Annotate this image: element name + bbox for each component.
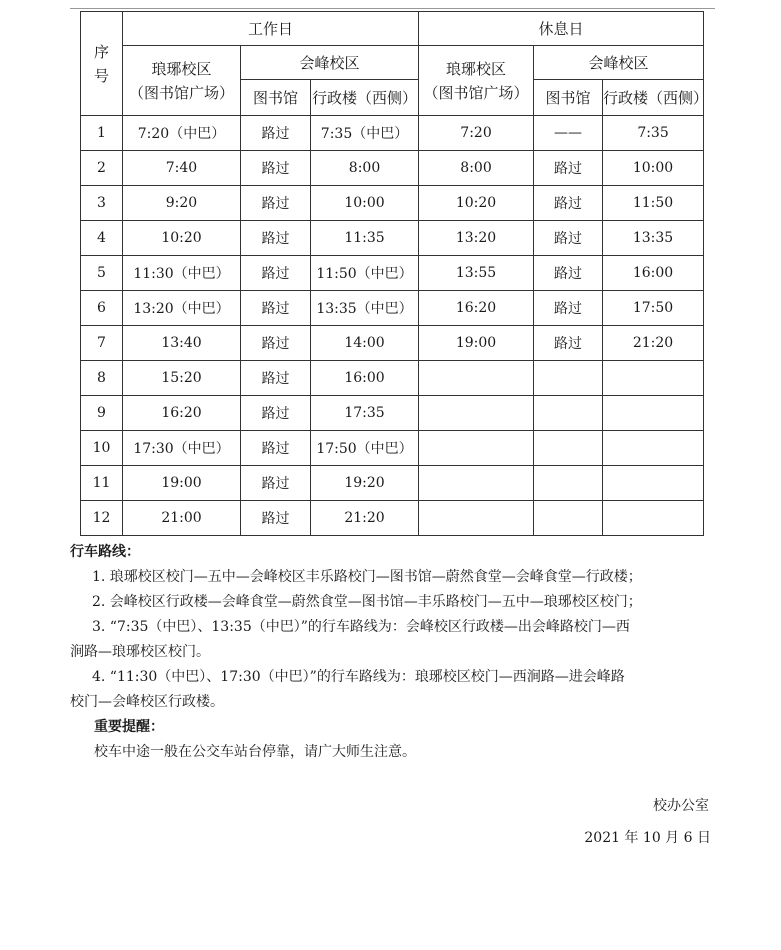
restday-langya-time: 13:20 [419,221,534,256]
restday-library-time [534,361,603,396]
signature-block [584,790,711,854]
seq-header [81,12,123,116]
workday-admin-time: 13:35（中巴） [311,291,419,326]
workday-admin-time: 11:35 [311,221,419,256]
restday-admin-time: 16:00 [603,256,704,291]
restday-langya-time [419,361,534,396]
row-number: 7 [81,326,123,361]
workday-header: 工作日 [123,12,419,46]
restday-library-time: 路过 [534,186,603,221]
route-item-2: 2. 会峰校区行政楼—会峰食堂—蔚然食堂—图书馆—丰乐路校门—五中—琅琊校区校门； [92,594,642,610]
restday-admin-header: 行政楼（西侧） [603,80,704,116]
row-number: 1 [81,116,123,151]
restday-huifeng-header: 会峰校区 [534,46,704,80]
table-row [81,116,704,151]
seq-header-line1: 序 [93,42,109,61]
reminder-heading: 重要提醒： [94,719,164,735]
restday-langya-time: 7:20 [419,116,534,151]
workday-admin-time: 21:20 [311,501,419,536]
restday-library-time [534,431,603,466]
restday-admin-time: 13:35 [603,221,704,256]
restday-library-time: 路过 [534,256,603,291]
workday-admin-time: 17:35 [311,396,419,431]
langya-subtitle: （图书馆广场） [128,83,234,102]
restday-library-header: 图书馆 [534,80,603,116]
table-row [81,396,704,431]
workday-library-time: 路过 [241,186,311,221]
workday-langya-time: 16:20 [123,396,241,431]
restday-langya-time: 8:00 [419,151,534,186]
row-number: 5 [81,256,123,291]
workday-admin-header: 行政楼（西侧） [311,80,419,116]
restday-langya-time: 13:55 [419,256,534,291]
workday-langya-time: 11:30（中巴） [123,256,241,291]
workday-langya-time: 21:00 [123,501,241,536]
restday-admin-time: 11:50 [603,186,704,221]
workday-library-header: 图书馆 [241,80,311,116]
workday-langya-time: 13:40 [123,326,241,361]
restday-admin-time [603,361,704,396]
restday-admin-time: 21:20 [603,326,704,361]
workday-admin-time: 10:00 [311,186,419,221]
workday-library-time: 路过 [241,116,311,151]
langya-title: 琅琊校区 [446,59,507,78]
restday-langya-time [419,466,534,501]
workday-langya-time: 13:20（中巴） [123,291,241,326]
row-number: 9 [81,396,123,431]
restday-admin-time [603,466,704,501]
row-number: 12 [81,501,123,536]
table-row [81,291,704,326]
table-row [81,326,704,361]
row-number: 6 [81,291,123,326]
row-number: 3 [81,186,123,221]
workday-admin-time: 11:50（中巴） [311,256,419,291]
restday-library-time [534,396,603,431]
table-row [81,431,704,466]
table-row [81,501,704,536]
restday-admin-time [603,501,704,536]
restday-admin-time [603,431,704,466]
langya-subtitle: （图书馆广场） [423,83,529,102]
workday-admin-time: 19:20 [311,466,419,501]
workday-langya-time: 7:40 [123,151,241,186]
route-item-4: 4. “11:30（中巴）、17:30（中巴）”的行车路线为：琅琊校区校门—西涧路—进会峰路 [92,669,625,685]
restday-library-time: 路过 [534,151,603,186]
workday-library-time: 路过 [241,396,311,431]
restday-library-time [534,466,603,501]
restday-library-time: 路过 [534,326,603,361]
workday-admin-time: 16:00 [311,361,419,396]
bus-schedule-table [80,11,709,536]
table-row [81,466,704,501]
restday-langya-time: 10:20 [419,186,534,221]
restday-langya-time: 16:20 [419,291,534,326]
row-number: 2 [81,151,123,186]
restday-admin-time: 10:00 [603,151,704,186]
seq-header-line2: 号 [93,66,109,85]
restday-langya-time [419,431,534,466]
route-notes [70,540,720,765]
route-item-4-continued: 校门—会峰校区行政楼。 [70,694,224,710]
top-rule [70,8,715,9]
row-number: 11 [81,466,123,501]
row-number: 10 [81,431,123,466]
workday-library-time: 路过 [241,326,311,361]
route-item-1: 1. 琅琊校区校门—五中—会峰校区丰乐路校门—图书馆—蔚然食堂—会峰食堂—行政楼； [92,569,642,585]
workday-langya-time: 15:20 [123,361,241,396]
restday-library-time [534,501,603,536]
table-row [81,186,704,221]
workday-library-time: 路过 [241,256,311,291]
restday-langya-time: 19:00 [419,326,534,361]
workday-langya-time: 10:20 [123,221,241,256]
workday-library-time: 路过 [241,221,311,256]
row-number: 8 [81,361,123,396]
route-heading: 行车路线： [70,544,140,560]
workday-langya-time: 9:20 [123,186,241,221]
restday-library-time: 路过 [534,221,603,256]
restday-langya-time [419,396,534,431]
workday-langya-header [123,46,241,116]
workday-langya-time: 17:30（中巴） [123,431,241,466]
restday-admin-time [603,396,704,431]
workday-huifeng-header: 会峰校区 [241,46,419,80]
table-row [81,221,704,256]
restday-admin-time: 7:35 [603,116,704,151]
route-item-3-continued: 涧路—琅琊校区校门。 [70,644,210,660]
table-row [81,361,704,396]
workday-library-time: 路过 [241,151,311,186]
table-row [81,151,704,186]
workday-admin-time: 8:00 [311,151,419,186]
workday-langya-time: 7:20（中巴） [123,116,241,151]
table-row [81,256,704,291]
restday-langya-header [419,46,534,116]
issuing-office: 校办公室 [653,798,709,814]
reminder-text: 校车中途一般在公交车站台停靠，请广大师生注意。 [94,744,416,760]
workday-admin-time: 17:50（中巴） [311,431,419,466]
workday-library-time: 路过 [241,431,311,466]
restday-library-time: —— [534,116,603,151]
workday-library-time: 路过 [241,291,311,326]
langya-title: 琅琊校区 [151,59,212,78]
route-item-3: 3. “7:35（中巴）、13:35（中巴）”的行车路线为：会峰校区行政楼—出会峰路校门—西 [92,619,630,635]
restday-admin-time: 17:50 [603,291,704,326]
workday-library-time: 路过 [241,501,311,536]
workday-library-time: 路过 [241,466,311,501]
restday-header: 休息日 [419,12,704,46]
restday-langya-time [419,501,534,536]
workday-admin-time: 14:00 [311,326,419,361]
issue-date: 2021 年 10 月 6 日 [584,830,711,846]
row-number: 4 [81,221,123,256]
workday-admin-time: 7:35（中巴） [311,116,419,151]
workday-library-time: 路过 [241,361,311,396]
restday-library-time: 路过 [534,291,603,326]
workday-langya-time: 19:00 [123,466,241,501]
